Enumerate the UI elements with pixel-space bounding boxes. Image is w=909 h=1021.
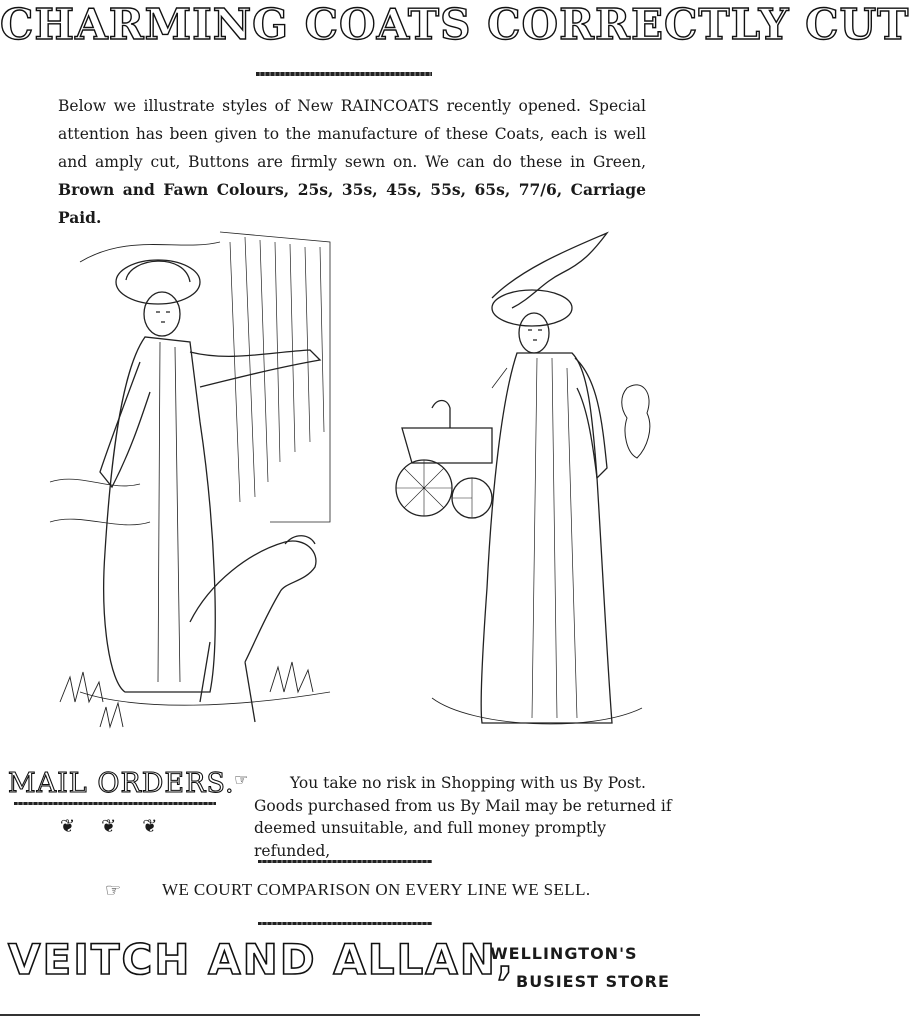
mail-orders-line-1: You take no risk in Shopping with us By Post. [290, 774, 646, 792]
headline: CHARMING COATS CORRECTLY CUT [0, 0, 909, 49]
mail-orders-line-3: deemed unsuitable, and full money promptly refunded, [254, 819, 606, 860]
intro-line-1: Below we illustrate styles of New RAINCOATS recently opened. Special [58, 97, 646, 115]
firm-divider [258, 922, 432, 925]
section-divider [258, 860, 432, 863]
pointing-hand-icon: ☞ [105, 880, 122, 901]
intro-line-3: and amply cut, Buttons are firmly sewn on. We can do these in Green, [58, 153, 646, 171]
decorative-leaf-ornaments [60, 816, 184, 837]
leaf-icon: ❦ [60, 816, 102, 837]
firm-name: VEITCH AND ALLAN, [8, 935, 515, 984]
intro-paragraph [58, 92, 646, 232]
leaf-icon: ❦ [142, 816, 184, 837]
pointing-hand-icon: ☞ [234, 770, 249, 789]
comparison-statement: WE COURT COMPARISON ON EVERY LINE WE SELL. [162, 880, 591, 899]
mail-orders-title: MAIL ORDERS. [8, 768, 235, 799]
firm-tagline-2: BUSIEST STORE [516, 972, 670, 991]
intro-line-4: Brown and Fawn Colours, 25s, 35s, 45s, 55s, 65s, 77/6, Carriage Paid. [58, 180, 646, 227]
mail-orders-text [254, 772, 672, 862]
mail-orders-line-2: Goods purchased from us By Mail may be returned if [254, 796, 672, 815]
illustration-woman-with-carriage [392, 228, 667, 753]
bottom-border [0, 1014, 700, 1016]
illustration-woman-with-dog [40, 222, 340, 757]
mail-orders-underline [14, 802, 216, 805]
headline-divider [256, 72, 432, 76]
intro-line-2: attention has been given to the manufacture of these Coats, each is well [58, 125, 646, 143]
leaf-icon: ❦ [101, 816, 143, 837]
firm-tagline-1: WELLINGTON'S [490, 944, 638, 963]
